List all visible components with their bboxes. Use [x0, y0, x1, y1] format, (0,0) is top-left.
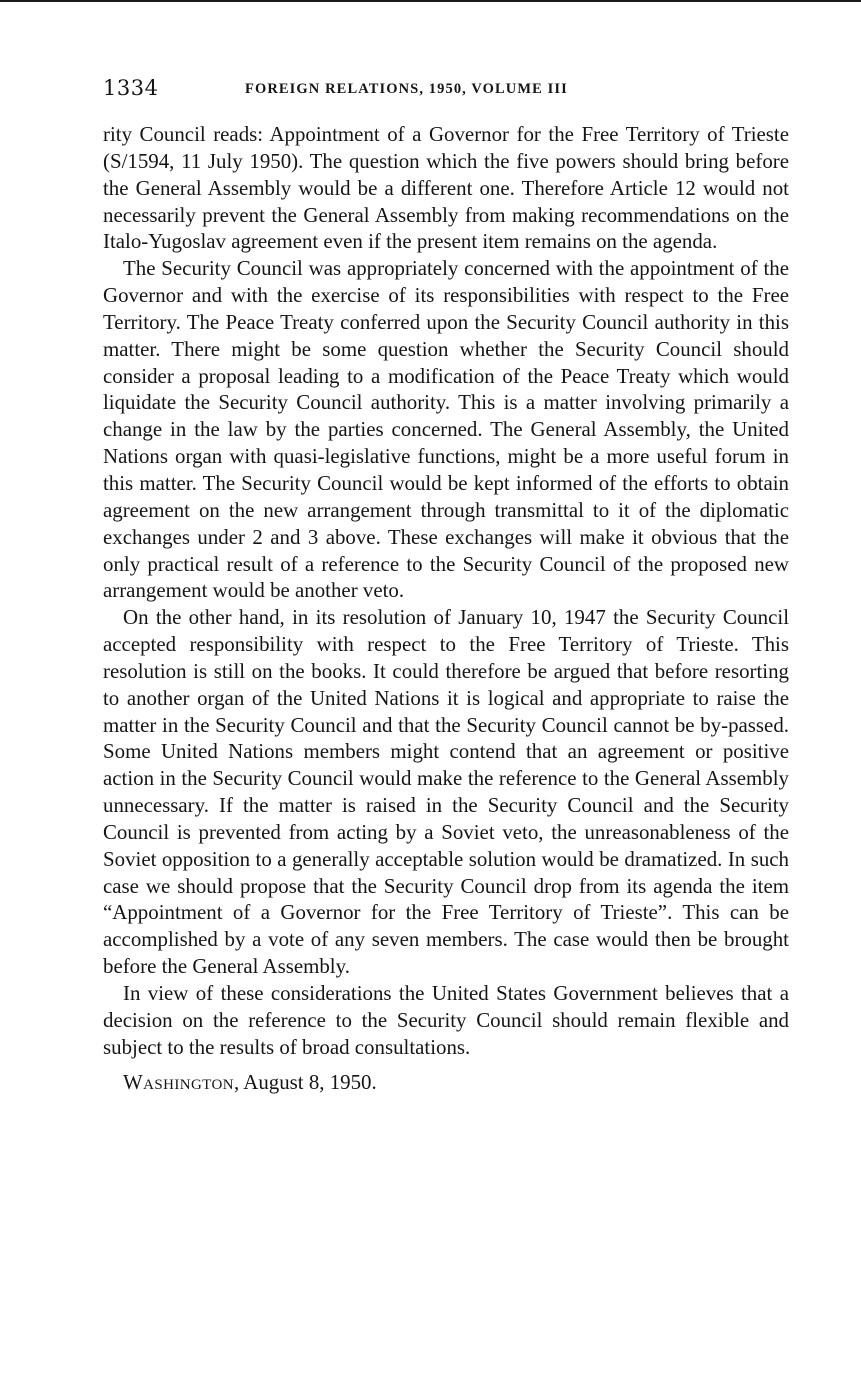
document-page	[103, 72, 789, 1096]
running-head	[103, 72, 789, 108]
paragraph-conclusion: In view of these considerations the United States Government believes that a decision on the reference to the Security Council should remain flexible and subject to the results of broad consultations.	[103, 981, 789, 1059]
paragraph-other-hand: On the other hand, in its resolution of January 10, 1947 the Security Council accepted responsibility with respect to the Free Territory of Trieste. This resolution is still on the books. It could therefore be argued that before resorting to another organ of the United Nations it is logical and appropriate to raise the matter in the Security Council and that the Security Council cannot be by-passed. Some United Nations members might contend that an agreement or positive action in the Security Council would make the reference to the General Assembly unnecessary. If the matter is raised in the Security Council and the Security Council is prevented from acting by a Soviet veto, the unreasonableness of the Soviet opposition to a generally acceptable solution would be dramatized. In such case we should propose that the Security Council drop from its agenda the item “Appointment of a Governor for the Free Territory of Trieste”. This can be accomplished by a vote of any seven members. The case would then be brought before the General Assembly.	[103, 605, 789, 979]
paragraph-continuation: rity Council reads: Appointment of a Governor for the Free Territory of Trieste (S/1594, 11 July 1950). The question which the five powers should bring before the General Assembly would be a different one. Therefore Article 12 would not necessarily prevent the General Assembly from making recommendations on the Italo-Yugoslav agreement even if the present item remains on the agenda.	[103, 122, 789, 254]
top-border-rule	[0, 0, 861, 2]
paragraph-security-council-concern: The Security Council was appropriately concerned with the appointment of the Governor and with the exercise of its responsibilities with respect to the Free Territory. The Peace Treaty conferred upon the Security Council authority in this matter. There might be some question whether the Security Council should consider a proposal leading to a modification of the Peace Treaty which would liquidate the Security Council authority. This is a matter involving primarily a change in the law by the parties concerned. The General Assembly, the United Nations organ with quasi-legislative functions, might be a more useful forum in this matter. The Security Council would be kept informed of the efforts to obtain agreement on the new arrangement through transmittal to it of the diplomatic exchanges under 2 and 3 above. These exchanges will make it obvious that the only practical result of a reference to the Security Council of the proposed new arrangement would be another veto.	[103, 256, 789, 603]
signature-line	[123, 1069, 789, 1096]
running-head-title: FOREIGN RELATIONS, 1950, VOLUME III	[245, 81, 568, 97]
document-body	[103, 121, 789, 1061]
signature-place: Washington	[123, 1069, 234, 1094]
signature-date: , August 8, 1950.	[233, 1069, 377, 1094]
page-number: 1334	[103, 76, 159, 100]
